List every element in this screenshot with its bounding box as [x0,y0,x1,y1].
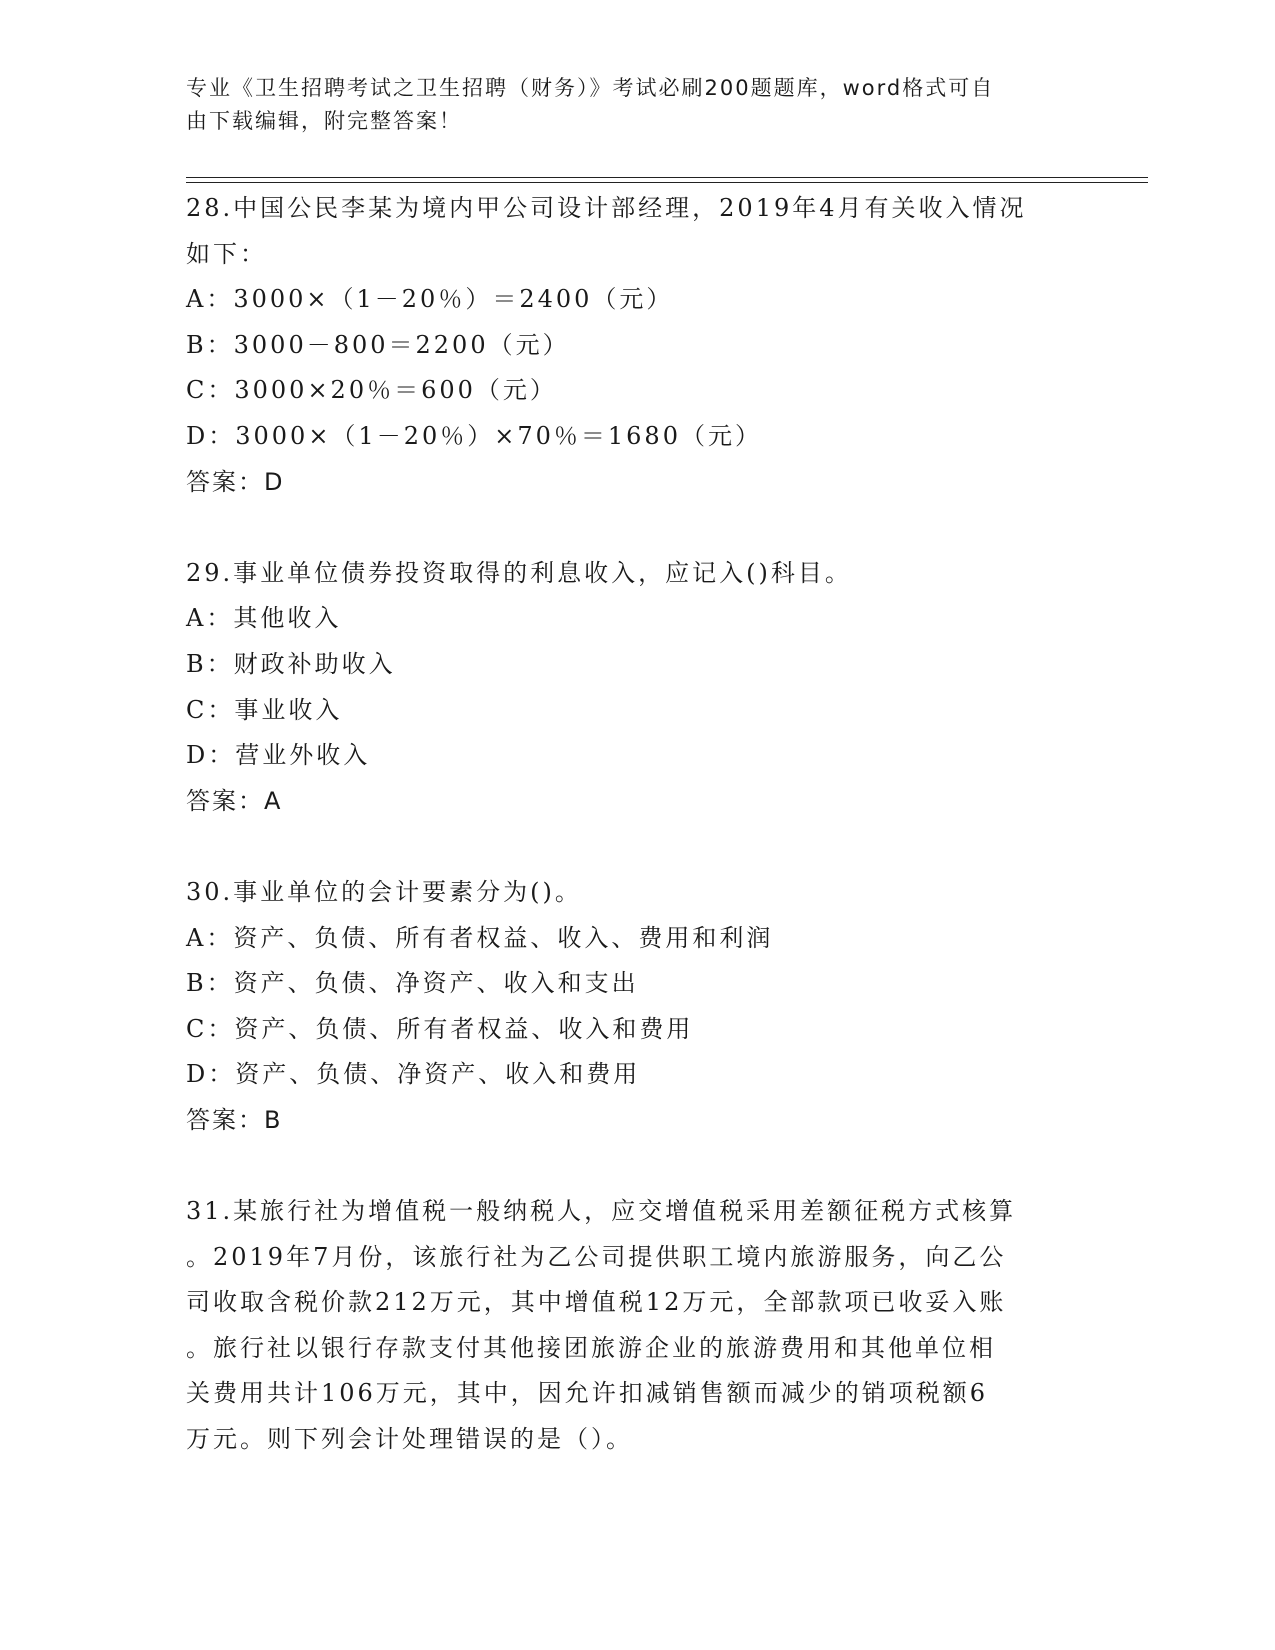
header-line-1: 专业《卫生招聘考试之卫生招聘（财务）》考试必刷200题题库，word格式可自 [186,76,995,100]
question-31 [186,1189,1086,1463]
header-line-2: 由下载编辑，附完整答案！ [186,109,462,133]
header-divider-bottom [186,182,1148,183]
question-stem-line: 30.事业单位的会计要素分为()。 [186,877,582,906]
question-stem-line: 万元。则下列会计处理错误的是（）。 [186,1425,633,1454]
question-spacer [186,1143,1086,1189]
question-30 [186,870,1086,1144]
option-d: D：营业外收入 [186,741,371,770]
option-c: C：3000×20％＝600（元） [186,376,557,405]
question-stem-line: 如下： [186,239,267,268]
option-b: B：财政补助收入 [186,649,396,678]
question-stem-line: 。2019年7月份，该旅行社为乙公司提供职工境内旅游服务，向乙公 [186,1242,1007,1271]
question-spacer [186,824,1086,870]
option-c: C：资产、负债、所有者权益、收入和费用 [186,1014,694,1043]
answer-label: 答案：B [186,1105,283,1134]
question-stem-line: 。旅行社以银行存款支付其他接团旅游企业的旅游费用和其他单位相 [186,1333,996,1362]
question-stem-line: 关费用共计106万元，其中，因允许扣减销售额而减少的销项税额6 [186,1379,989,1408]
option-a: A：3000×（1－20％）＝2400（元） [186,285,674,314]
option-a: A：其他收入 [186,604,342,633]
option-d: D：资产、负债、净资产、收入和费用 [186,1060,641,1089]
question-list [186,186,1086,1463]
question-spacer [186,505,1086,551]
question-28 [186,186,1086,505]
answer-label: 答案：A [186,786,283,815]
option-d: D：3000×（1－20％）×70％＝1680（元） [186,421,762,450]
option-b: B：3000－800＝2200（元） [186,330,570,359]
document-header [186,72,1066,138]
question-stem-line: 司收取含税价款212万元，其中增值税12万元，全部款项已收妥入账 [186,1288,1007,1317]
option-b: B：资产、负债、净资产、收入和支出 [186,969,639,998]
question-stem-line: 28.中国公民李某为境内甲公司设计部经理，2019年4月有关收入情况 [186,194,1027,222]
question-stem-line: 29.事业单位债券投资取得的利息收入，应记入()科目。 [186,558,852,587]
question-29 [186,551,1086,825]
question-stem-line: 31.某旅行社为增值税一般纳税人，应交增值税采用差额征税方式核算 [186,1197,1017,1226]
answer-label: 答案：D [186,467,285,496]
header-divider-top [186,177,1148,178]
option-a: A：资产、负债、所有者权益、收入、费用和利润 [186,923,774,952]
option-c: C：事业收入 [186,695,343,724]
